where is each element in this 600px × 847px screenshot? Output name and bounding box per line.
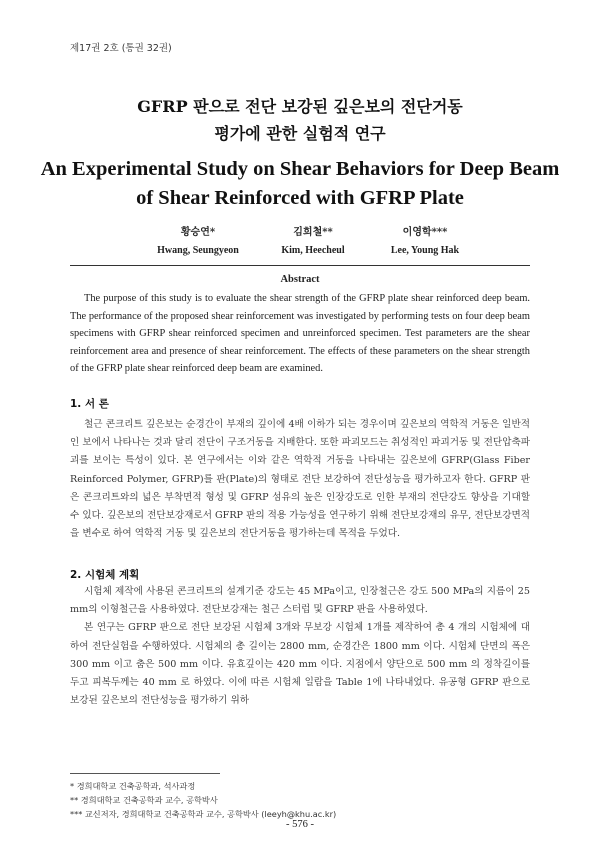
footnote: *** 교신저자, 경희대학교 건축공학과 교수, 공학박사 (leeyh@khu.ac.kr) [70,809,337,820]
title-korean [0,93,600,147]
running-head: 제17권 2호 (통권 32권) [70,43,172,54]
footnote: * 경희대학교 건축공학과, 석사과정 [70,781,196,791]
author-name-en: Kim, Heecheul [281,245,345,256]
title-english [0,155,600,213]
paragraph: 철근 콘크리트 깊은보는 순경간이 부재의 깊이에 4배 이하가 되는 경우이며 깊은보의 역학적 거동은 일반적인 보에서 나타나는 것과 달리 전단이 구조거동을 지배한다. 또한 파괴모드는 취성적인 파괴거동 및 전단압축파괴를 보이는 특성이 있다. 본 연구에서는 이와 같은 역학적 거동을 나타내는 깊은보에 GFRP(Glass Fiber Reinforced Polymer, GFRP)를 판(Plate)의 형태로 전단 보강하여 전단성능을 평가하고자 한다. GFRP 판은 콘크리트와의 넓은 부착면적 형성 및 GFRP 섬유의 높은 인장강도로 인한 부재의 전단강도 향상을 기대할 수 있다. 깊은보의 전단보강재로서 GFRP 판의 적용 가능성을 연구하기 위해 전단보강재의 유무, 전단보강면적을 변수로 하여 역학적 거동 및 깊은보의 전단거동을 평가하는데 목적을 두었다. [70,419,530,540]
title-english-line: An Experimental Study on Shear Behaviors for Deep Beam [40,158,560,180]
footnote-divider [70,773,220,774]
author-name-en: Lee, Young Hak [390,245,460,256]
title-english-line: of Shear Reinforced with GFRP Plate [136,187,464,209]
footnotes [70,779,530,822]
section-heading-introduction: 1. 서 론 [70,398,109,410]
header-divider [70,265,530,266]
author [355,224,495,260]
author-name-ko: 김희철** [293,227,333,238]
section-body-specimen-plan [70,583,530,710]
author-name-en: Hwang, Seungyeon [157,245,239,256]
abstract-body: The purpose of this study is to evaluate the shear strength of the GFRP plate shear reinforced deep beam. The performance of the proposed shear reinforcement was investigated by performing tests on four deep beam specimens with GFRP shear reinforced specimen and unreinforced specimen. Test parameters are the shear reinforcement area and presence of shear reinforcement. The effects of these parameters on the shear strength of the GFRP plate shear reinforced deep beam are examined. [70,293,530,374]
footnote: ** 경희대학교 건축공학과 교수, 공학박사 [70,795,218,806]
page-number: - 576 - [286,819,314,830]
author-name-ko: 황승연* [180,227,216,238]
section-body-introduction [70,416,530,543]
paragraph: 시험체 제작에 사용된 콘크리트의 설계기준 강도는 45 MPa이고, 인장철근은 강도 500 MPa의 지름이 25 mm의 이형철근을 사용하였다. 전단보강재는 철근 스터럽 및 GFRP 판을 사용하였다. [70,586,530,616]
paragraph: 본 연구는 GFRP 판으로 전단 보강된 시험체 3개와 무보강 시험체 1개를 제작하여 총 4 개의 시험체에 대하여 전단실험을 수행하였다. 시험체의 총 길이는 2800 mm, 순경간은 1800 mm 이다. 시험체 단면의 폭은 300 mm 이고 춤은 500 mm 이다. 유효깊이는 420 mm 이다. 지점에서 양단으로 500 mm 의 정착길이를 두고 피복두께는 40 mm 로 하였다. 이에 따른 시험체 일람을 Table 1에 나타내었다. 유공형 GFRP 판으로 보강된 깊은보의 전단성능을 평가하기 위하 [70,622,530,707]
abstract-heading: Abstract [280,274,320,285]
title-korean-line: GFRP 판으로 전단 보강된 깊은보의 전단거동 [137,97,463,116]
title-korean-line: 평가에 관한 실험적 연구 [214,124,386,143]
author-name-ko: 이영학*** [402,227,448,238]
section-heading-specimen-plan: 2. 시험체 계획 [70,569,140,581]
